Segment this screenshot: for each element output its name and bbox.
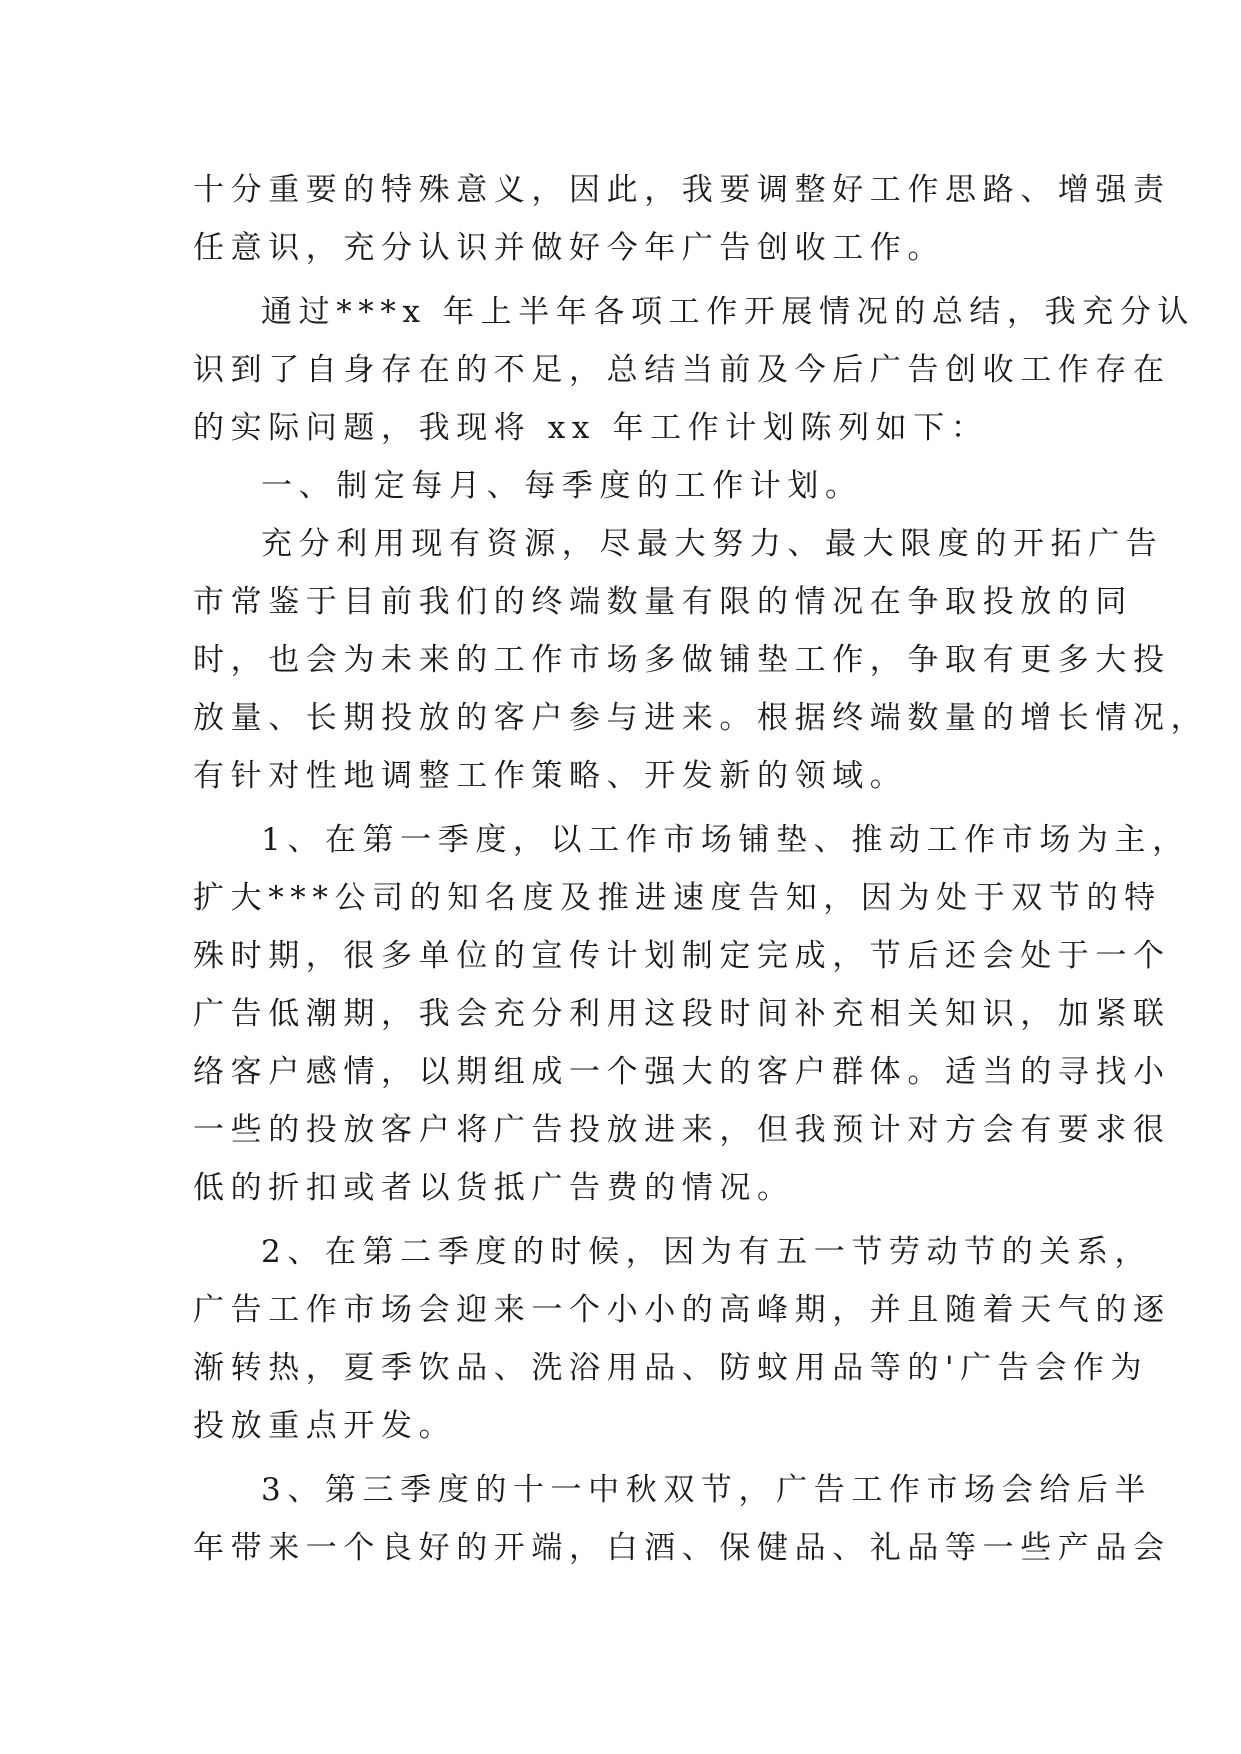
- text-line: 一些的投放客户将广告投放进来，但我预计对方会有要求很: [193, 1112, 1171, 1148]
- text-line: 2、在第二季度的时候，因为有五一节劳动节的关系，: [261, 1234, 1153, 1270]
- text-line: 低的折扣或者以货抵广告费的情况。: [193, 1170, 795, 1206]
- text-line: 放量、长期投放的客户参与进来。根据终端数量的增长情况，: [193, 700, 1209, 736]
- text-line: 络客户感情，以期组成一个强大的客户群体。适当的寻找小: [193, 1054, 1171, 1090]
- text-line: 扩大***公司的知名度及推进速度告知，因为处于双节的特: [193, 880, 1162, 916]
- text-line: 十分重要的特殊意义，因此，我要调整好工作思路、增强责: [193, 172, 1171, 208]
- text-line: 广告工作市场会迎来一个小小的高峰期，并且随着天气的逐: [193, 1292, 1171, 1328]
- text-line: 的实际问题，我现将 xx 年工作计划陈列如下：: [193, 410, 989, 446]
- text-line: 任意识，充分认识并做好今年广告创收工作。: [193, 230, 945, 266]
- text-line: 识到了自身存在的不足，总结当前及今后广告创收工作存在: [193, 352, 1171, 388]
- section-heading: 一、制定每月、每季度的工作计划。: [261, 468, 863, 504]
- text-line: 3、第三季度的十一中秋双节，广告工作市场会给后半: [261, 1472, 1153, 1508]
- text-line: 通过***x 年上半年各项工作开展情况的总结，我充分认: [261, 294, 1196, 330]
- text-line: 渐转热，夏季饮品、洗浴用品、防蚊用品等的'广告会作为: [193, 1350, 1149, 1386]
- text-line: 时，也会为未来的工作市场多做铺垫工作，争取有更多大投: [193, 642, 1171, 678]
- text-line: 有针对性地调整工作策略、开发新的领域。: [193, 758, 908, 794]
- text-line: 年带来一个良好的开端，白酒、保健品、礼品等一些产品会: [193, 1530, 1171, 1566]
- text-line: 市常鉴于目前我们的终端数量有限的情况在争取投放的同: [193, 584, 1133, 620]
- text-line: 殊时期，很多单位的宣传计划制定完成，节后还会处于一个: [193, 938, 1171, 974]
- text-line: 广告低潮期，我会充分利用这段时间补充相关知识，加紧联: [193, 996, 1171, 1032]
- text-line: 投放重点开发。: [193, 1408, 457, 1444]
- text-line: 充分利用现有资源，尽最大努力、最大限度的开拓广告: [261, 526, 1164, 562]
- document-body: [193, 161, 1209, 1577]
- text-line: 1、在第一季度，以工作市场铺垫、推动工作市场为主，: [261, 822, 1190, 858]
